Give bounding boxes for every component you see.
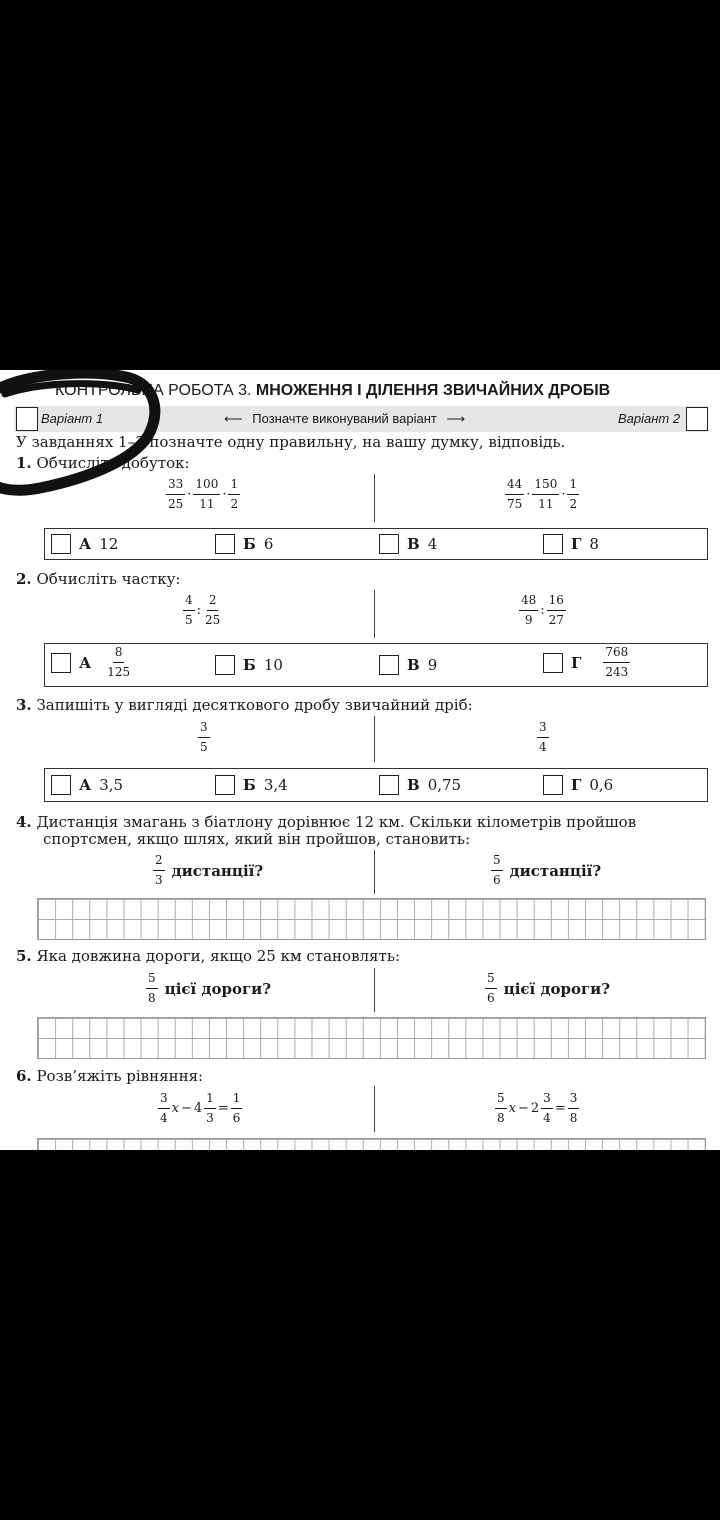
column-divider <box>374 716 375 762</box>
q1-expression-v1: $\frac{33}{25}$ · $\frac{100}{11}$ · $\frac{1}{2}$ <box>168 477 239 511</box>
q5-answer-grid[interactable] <box>37 1017 706 1059</box>
q2-option-a[interactable]: А $\frac{8}{125}$ <box>51 646 133 680</box>
q2-expression-v1: $\frac{4}{5}$ : $\frac{2}{25}$ <box>185 593 221 627</box>
q1-option-b[interactable]: Б 6 <box>215 534 273 554</box>
arrow-right-icon: ⟶ <box>446 411 466 426</box>
variant2-checkbox[interactable] <box>686 407 708 431</box>
question-6: 6. Розв’яжіть рівняння: <box>16 1067 204 1085</box>
q1-expression-v2: $\frac{44}{75}$ · $\frac{150}{11}$ · $\frac{1}{2}$ <box>507 477 578 511</box>
variant1-checkbox[interactable] <box>16 407 38 431</box>
question-4: 4. Дистанція змагань з біатлону дорівнює 12 км. Скільки кілометрів пройшов <box>16 813 637 831</box>
question-1: 1. Обчисліть добуток: <box>16 454 190 472</box>
q5-part-v1: $\frac{5}{8}$ цієї дороги? <box>148 971 272 1005</box>
q3-option-a[interactable]: А 3,5 <box>51 775 123 795</box>
q3-option-g[interactable]: Г 0,6 <box>543 775 613 795</box>
question-4-line2: спортсмен, якщо шлях, який він пройшов, становить: <box>43 830 471 848</box>
q4-answer-grid[interactable] <box>37 898 706 940</box>
q1-option-v[interactable]: В 4 <box>379 534 437 554</box>
variant1-label: Варіант 1 <box>41 411 104 426</box>
question-5: 5. Яка довжина дороги, якщо 25 км становлять: <box>16 947 401 965</box>
q2-answer-box <box>44 643 708 687</box>
worksheet <box>0 370 720 1150</box>
q3-answer-box <box>44 768 708 802</box>
title-prefix: КОНТРОЛЬНА РОБОТА 3. <box>55 382 252 399</box>
column-divider <box>374 850 375 894</box>
instructions: У завданнях 1–3 позначте одну правильну, на вашу думку, відповідь. <box>16 433 566 451</box>
q4-part-v1: $\frac{2}{3}$ дистанції? <box>155 853 264 887</box>
q6-equation-v1: $\frac{3}{4}$ x − 4 $\frac{1}{3}$ = $\frac{1}{6}$ <box>160 1091 241 1125</box>
q2-option-v[interactable]: В 9 <box>379 655 437 675</box>
column-divider <box>374 590 375 638</box>
q5-part-v2: $\frac{5}{6}$ цієї дороги? <box>487 971 611 1005</box>
q1-option-a[interactable]: А 12 <box>51 534 118 554</box>
column-divider <box>374 968 375 1012</box>
variant-hint: ⟵ Позначте виконуваний варіант ⟶ <box>224 411 466 426</box>
column-divider <box>374 474 375 522</box>
q3-fraction-v2: $\frac{3}{4}$ <box>539 720 547 754</box>
q2-expression-v2: $\frac{48}{9}$ : $\frac{16}{27}$ <box>521 593 564 627</box>
title-main: МНОЖЕННЯ І ДІЛЕННЯ ЗВИЧАЙНИХ ДРОБІВ <box>255 382 611 399</box>
q1-answer-box <box>44 528 708 560</box>
variant2-label: Варіант 2 <box>618 411 681 426</box>
q2-option-b[interactable]: Б 10 <box>215 655 283 675</box>
q3-option-b[interactable]: Б 3,4 <box>215 775 288 795</box>
question-3: 3. Запишіть у вигляді десяткового дробу звичайний дріб: <box>16 696 473 714</box>
q3-option-v[interactable]: В 0,75 <box>379 775 461 795</box>
question-2: 2. Обчисліть частку: <box>16 570 181 588</box>
arrow-left-icon: ⟵ <box>224 411 243 426</box>
q6-equation-v2: $\frac{5}{8}$ x − 2 $\frac{3}{4}$ = $\frac{3}{8}$ <box>497 1091 578 1125</box>
variant-bar <box>14 406 708 432</box>
q1-option-g[interactable]: Г 8 <box>543 534 599 554</box>
column-divider <box>374 1086 375 1132</box>
q4-part-v2: $\frac{5}{6}$ дистанції? <box>493 853 602 887</box>
q3-fraction-v1: $\frac{3}{5}$ <box>200 720 208 754</box>
q2-option-g[interactable]: Г $\frac{768}{243}$ <box>543 646 631 680</box>
page-title <box>55 382 610 400</box>
q6-answer-grid[interactable] <box>37 1138 706 1150</box>
